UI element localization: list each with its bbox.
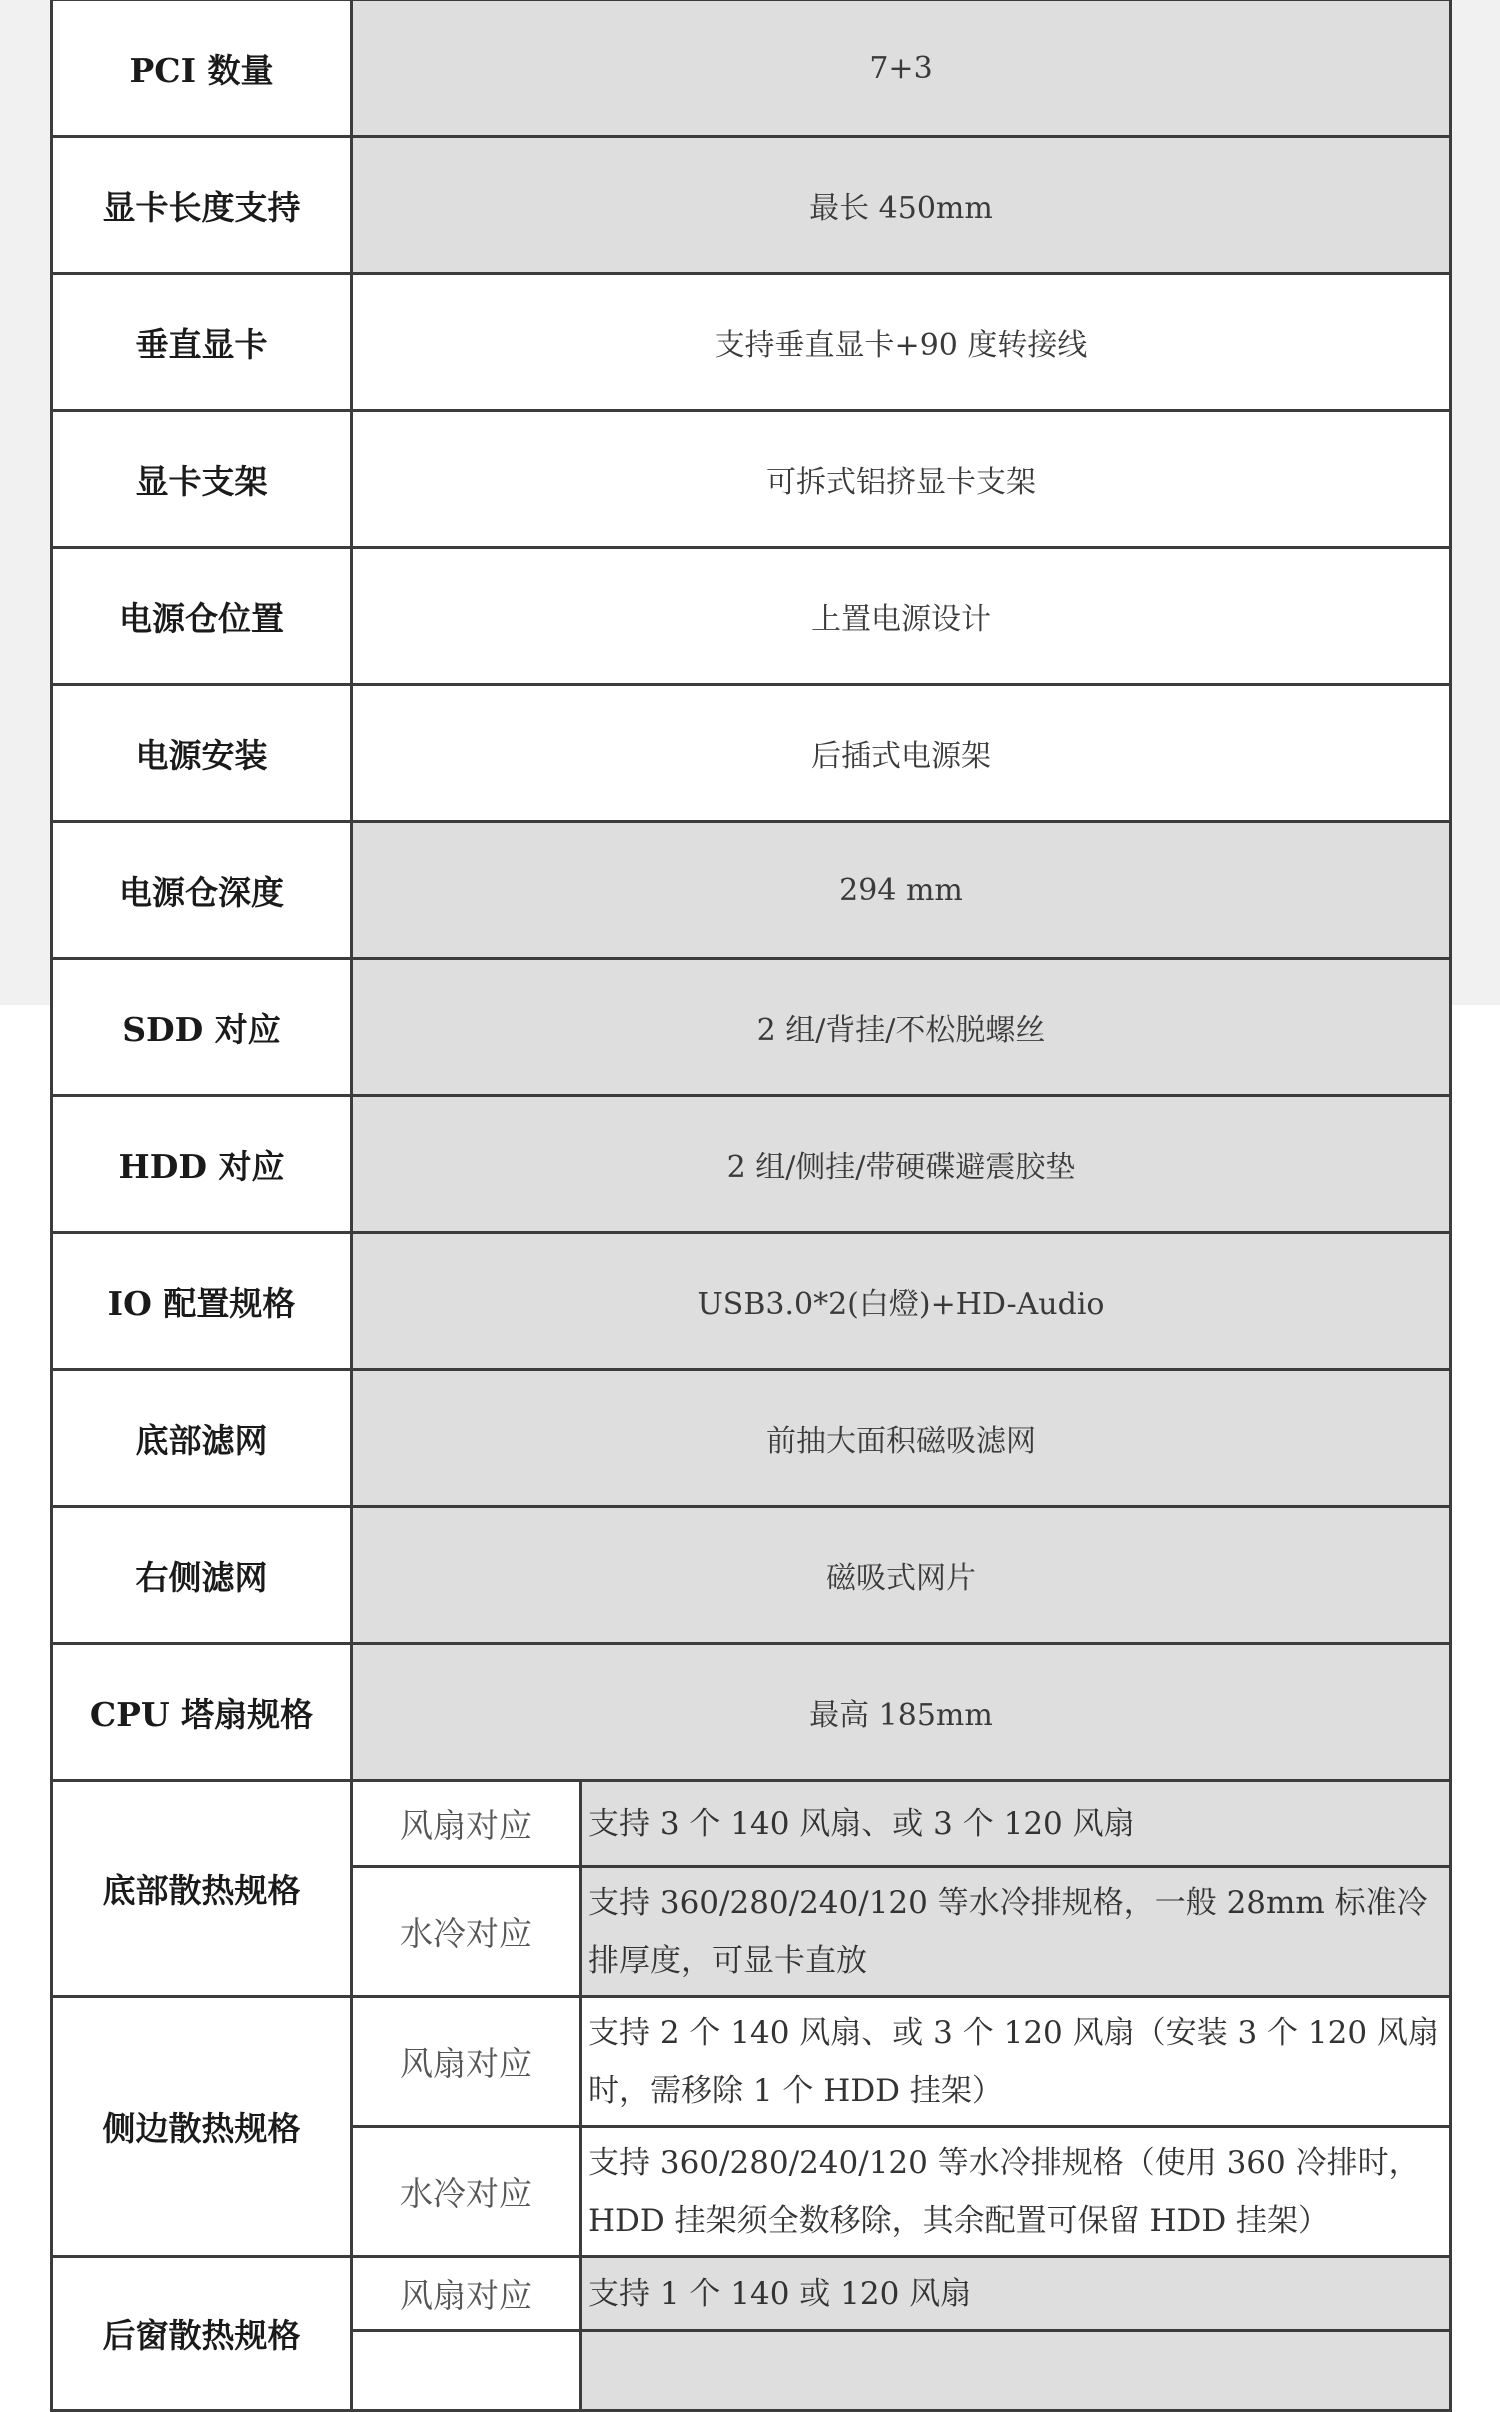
row-label: 右侧滤网 — [52, 1507, 352, 1644]
table-row — [52, 411, 1451, 548]
row-label: IO 配置规格 — [52, 1233, 352, 1370]
sub-desc: 支持 3 个 140 风扇、或 3 个 120 风扇 — [581, 1781, 1451, 1867]
row-value: 前抽大面积磁吸滤网 — [352, 1370, 1451, 1507]
sub-label: 水冷对应 — [352, 1867, 581, 1997]
group-label: 底部散热规格 — [52, 1781, 352, 1997]
row-label: SDD 对应 — [52, 959, 352, 1096]
table-row — [52, 137, 1451, 274]
row-value: USB3.0*2(白燈)+HD-Audio — [352, 1233, 1451, 1370]
table-row — [52, 1781, 1451, 1867]
sub-label: 风扇对应 — [352, 1781, 581, 1867]
row-value: 2 组/侧挂/带硬碟避震胶垫 — [352, 1096, 1451, 1233]
row-value: 可拆式铝挤显卡支架 — [352, 411, 1451, 548]
sub-desc: 支持 2 个 140 风扇、或 3 个 120 风扇（安装 3 个 120 风扇时，需移除 1 个 HDD 挂架） — [581, 1997, 1451, 2127]
row-label: 显卡支架 — [52, 411, 352, 548]
sub-desc: 支持 1 个 140 或 120 风扇 — [581, 2257, 1451, 2331]
row-value: 支持垂直显卡+90 度转接线 — [352, 274, 1451, 411]
table-row — [52, 1644, 1451, 1781]
row-label: 底部滤网 — [52, 1370, 352, 1507]
row-value: 最高 185mm — [352, 1644, 1451, 1781]
group-label: 侧边散热规格 — [52, 1997, 352, 2257]
sub-desc — [581, 2331, 1451, 2411]
row-value: 最长 450mm — [352, 137, 1451, 274]
table-row — [52, 1233, 1451, 1370]
row-value: 294 mm — [352, 822, 1451, 959]
sub-desc: 支持 360/280/240/120 等水冷排规格，一般 28mm 标准冷排厚度，可显卡直放 — [581, 1867, 1451, 1997]
table-row — [52, 2257, 1451, 2331]
table-row — [52, 685, 1451, 822]
row-label: HDD 对应 — [52, 1096, 352, 1233]
table-row — [52, 822, 1451, 959]
table-row — [52, 1370, 1451, 1507]
sub-label — [352, 2331, 581, 2411]
sub-label: 水冷对应 — [352, 2127, 581, 2257]
row-value: 上置电源设计 — [352, 548, 1451, 685]
row-label: PCI 数量 — [52, 0, 352, 137]
row-label: 显卡长度支持 — [52, 137, 352, 274]
sub-label: 风扇对应 — [352, 2257, 581, 2331]
table-row — [52, 274, 1451, 411]
row-label: 电源仓位置 — [52, 548, 352, 685]
row-value: 磁吸式网片 — [352, 1507, 1451, 1644]
group-label: 后窗散热规格 — [52, 2257, 352, 2411]
row-label: 垂直显卡 — [52, 274, 352, 411]
row-value: 7+3 — [352, 0, 1451, 137]
row-label: CPU 塔扇规格 — [52, 1644, 352, 1781]
table-row — [52, 1997, 1451, 2127]
row-value: 2 组/背挂/不松脱螺丝 — [352, 959, 1451, 1096]
sub-desc: 支持 360/280/240/120 等水冷排规格（使用 360 冷排时，HDD 挂架须全数移除，其余配置可保留 HDD 挂架） — [581, 2127, 1451, 2257]
table-row — [52, 1096, 1451, 1233]
sub-label: 风扇对应 — [352, 1997, 581, 2127]
spec-table — [50, 0, 1452, 2412]
row-label: 电源仓深度 — [52, 822, 352, 959]
table-row — [52, 548, 1451, 685]
table-row — [52, 959, 1451, 1096]
table-row — [52, 0, 1451, 137]
row-label: 电源安装 — [52, 685, 352, 822]
row-value: 后插式电源架 — [352, 685, 1451, 822]
table-row — [52, 1507, 1451, 1644]
